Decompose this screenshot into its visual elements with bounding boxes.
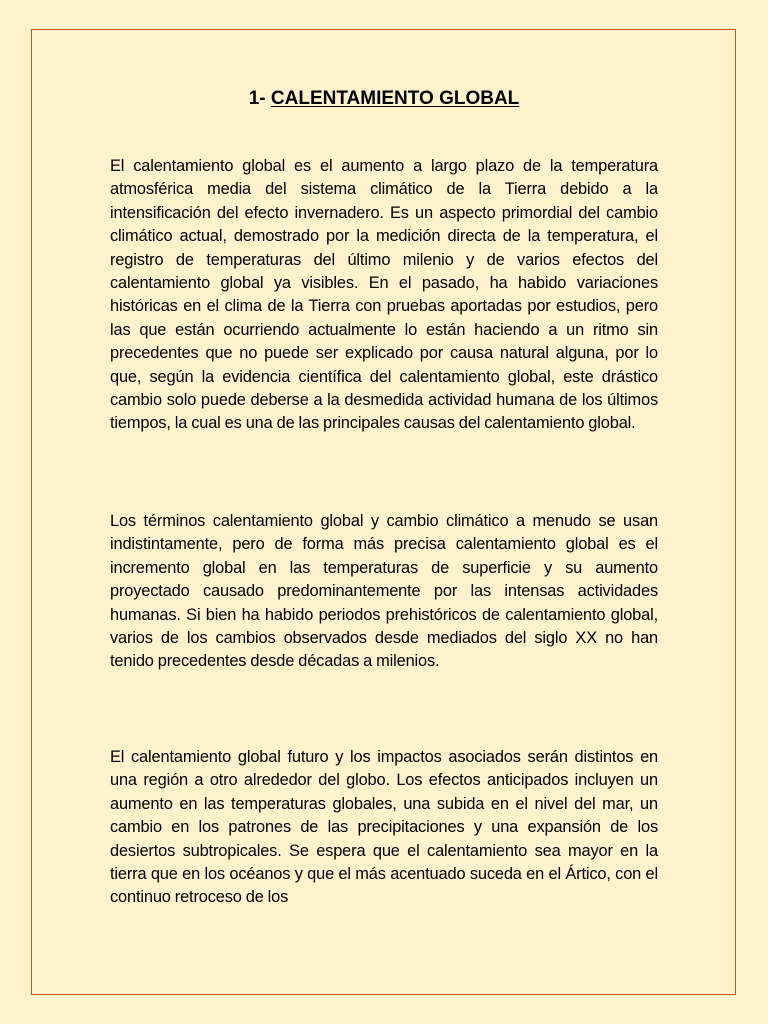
title-text: CALENTAMIENTO GLOBAL <box>270 88 520 109</box>
paragraph-1: El calentamiento global es el aumento a largo plazo de la temperatura atmosférica media del sistema climático de la Tierra debido a la intensificación del efecto invernadero. Es un aspecto primordial del cambio climático actual, demostrado por la medición directa de la temperatura, el registro de temperaturas del último milenio y de varios efectos del calentamiento global ya visibles. En el pasado, ha habido variaciones históricas en el clima de la Tierra con pruebas aportadas por estudios, pero las que están ocurriendo actualmente lo están haciendo a un ritmo sin precedentes que no puede ser explicado por causa natural alguna, por lo que, según la evidencia científica del calentamiento global, este drástico cambio solo puede deberse a la desmedida actividad humana de los últimos tiempos, la cual es una de las principales causas del calentamiento global. <box>110 157 658 433</box>
title-number: 1- <box>248 88 266 109</box>
page-title <box>0 86 768 112</box>
paragraph-3: El calentamiento global futuro y los impactos asociados serán distintos en una región a otro alrededor del globo. Los efectos anticipados incluyen un aumento en las temperaturas globales, una subida en el nivel del mar, un cambio en los patrones de las precipitaciones y una expansión de los desiertos subtropicales. Se espera que el calentamiento sea mayor en la tierra que en los océanos y que el más acentuado suceda en el Ártico, con el continuo retroceso de los <box>110 748 658 907</box>
paragraph-2: Los términos calentamiento global y cambio climático a menudo se usan indistintamente, pero de forma más precisa calentamiento global es el incremento global en las temperaturas de superficie y su aumento proyectado causado predominantemente por las intensas actividades humanas. Si bien ha habido periodos prehistóricos de calentamiento global, varios de los cambios observados desde mediados del siglo XX no han tenido precedentes desde décadas a milenios. <box>110 512 658 671</box>
